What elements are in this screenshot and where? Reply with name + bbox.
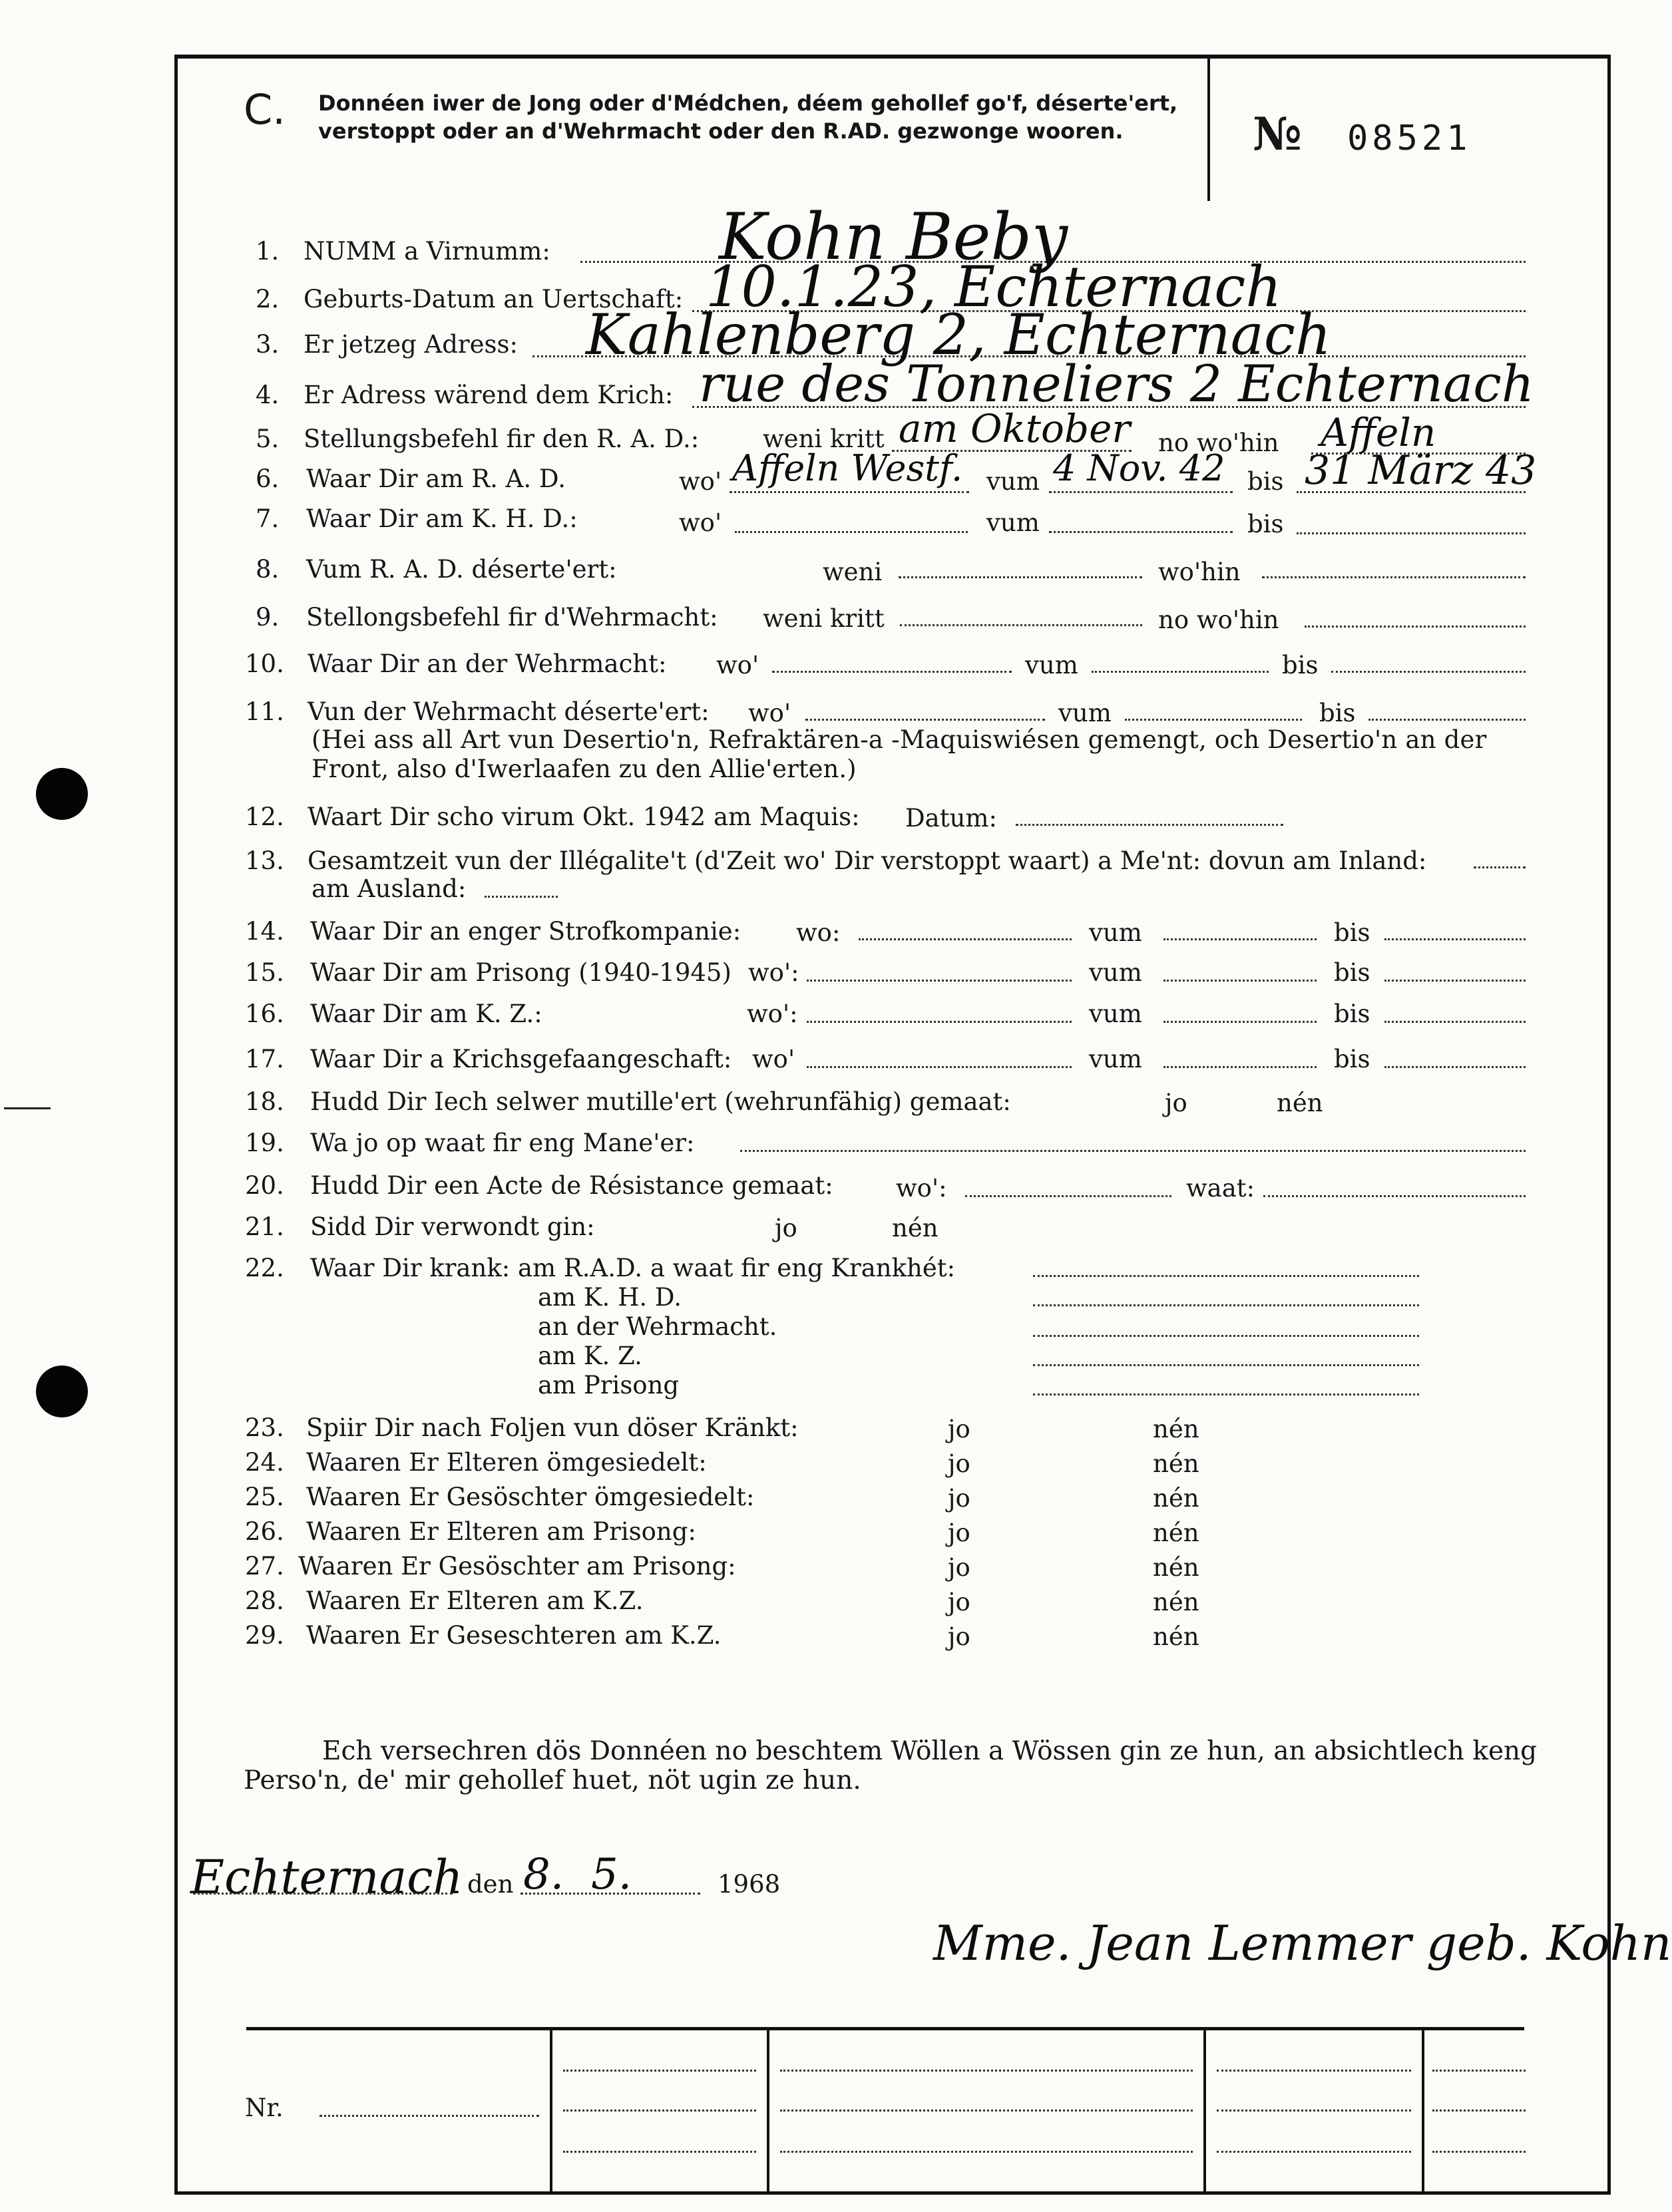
item-number: 9.: [256, 603, 280, 632]
fill-line: [1163, 980, 1317, 982]
field-label-wo: wo': [679, 508, 722, 537]
date-label-den: den: [467, 1870, 514, 1899]
field-label-bis: bis: [1247, 510, 1284, 538]
fill-line: [485, 896, 558, 898]
item-number: 7.: [256, 504, 280, 533]
fill-line: [1033, 1304, 1419, 1306]
field-label-rad-order: Stellungsbefehl fir den R. A. D.:: [304, 425, 700, 453]
fill-line: [807, 1021, 1072, 1023]
footer-column-divider: [767, 2030, 769, 2192]
item-number: 6.: [256, 464, 280, 493]
field-label-parents-prison: Waaren Er Elteren am Prisong:: [306, 1517, 696, 1546]
field-label-wo: wo':: [747, 1000, 798, 1028]
fill-line: [740, 1150, 1526, 1152]
fill-line: [1432, 2070, 1526, 2072]
fill-line: [1016, 824, 1283, 826]
field-label-bis: bis: [1334, 1045, 1370, 1073]
number-label: №: [1253, 108, 1302, 161]
item-number: 26.: [245, 1517, 284, 1546]
handwritten-name: Kohn Beby: [719, 200, 1068, 274]
item-number: 4.: [256, 381, 280, 409]
handwritten-rad-bis: 31 März 43: [1305, 447, 1537, 494]
field-label-kz: Waar Dir am K. Z.:: [310, 1000, 542, 1028]
field-label-bis: bis: [1247, 467, 1284, 496]
item-number: 19.: [245, 1129, 284, 1157]
fill-line: [193, 1893, 453, 1895]
field-label-wounded: Sidd Dir verwondt gin:: [310, 1212, 595, 1241]
field-label-after-effects: Spiir Dir nach Foljen vun döser Kränkt:: [306, 1413, 799, 1442]
handwritten-rad-wo: Affeln Westf.: [732, 447, 963, 489]
item-number: 23.: [245, 1413, 284, 1442]
fill-line: [563, 2151, 756, 2153]
field-label-wo: wo':: [896, 1174, 947, 1202]
field-label-vum: vum: [986, 467, 1040, 496]
section-letter: C.: [244, 85, 286, 134]
field-label-waat: waat:: [1186, 1174, 1255, 1202]
option-jo: jo: [948, 1484, 970, 1513]
field-label-illness-wehrmacht: an der Wehrmacht.: [538, 1312, 777, 1341]
item-number: 14.: [245, 917, 284, 946]
fill-line: [1163, 938, 1317, 940]
item-number: 12.: [245, 803, 284, 831]
field-label-deserted-wehrmacht: Vun der Wehrmacht déserte'ert:: [308, 697, 710, 726]
item-number: 11.: [245, 697, 284, 726]
option-jo: jo: [948, 1519, 970, 1547]
field-label-wehrmacht-order: Stellongsbefehl fir d'Wehrmacht:: [306, 603, 718, 632]
option-nen: nén: [1153, 1622, 1199, 1651]
footer-column-divider: [1203, 2030, 1206, 2192]
desertion-note-cont: Front, also d'Iwerlaafen zu den Allie'erten.): [312, 755, 857, 783]
item-number: 18.: [245, 1087, 284, 1116]
field-label-when: weni kritt: [763, 425, 885, 453]
option-jo: jo: [948, 1588, 970, 1616]
fill-line: [1474, 866, 1526, 868]
fill-line: [563, 2070, 756, 2072]
field-label-bis: bis: [1334, 1000, 1370, 1028]
field-label-address: Er jetzeg Adress:: [304, 330, 518, 359]
desertion-note: (Hei ass all Art vun Desertio'n, Refraktären-a -Maquiswiésen gemengt, och Desertio'n an der: [312, 725, 1487, 754]
option-nen: nén: [1153, 1553, 1199, 1582]
field-label-khd: Waar Dir am K. H. D.:: [306, 504, 578, 533]
field-label-wo: wo:: [796, 918, 841, 947]
fill-line: [1297, 532, 1526, 534]
item-number: 3.: [256, 330, 280, 359]
fill-line: [1432, 2110, 1526, 2112]
footer-nr-label: Nr.: [245, 2094, 284, 2122]
declaration-line-1: Ech versechren dös Donnéen no beschtem Wöllen a Wössen gin ze hun, an absichtlech keng: [322, 1736, 1538, 1766]
field-label-vum: vum: [1089, 1000, 1142, 1028]
field-label-illness-prison: am Prisong: [538, 1371, 680, 1399]
fill-line: [735, 531, 968, 533]
fill-line: [1033, 1393, 1419, 1395]
handwritten-month: 5.: [591, 1850, 632, 1899]
fill-line: [807, 980, 1072, 982]
fill-line: [1384, 1021, 1526, 1023]
option-nen: nén: [1153, 1484, 1199, 1513]
field-label-illness: Waar Dir krank: am R.A.D. a waat fir eng Krankhét:: [310, 1254, 956, 1282]
field-label-weni-kritt: weni kritt: [763, 604, 885, 633]
item-number: 17.: [245, 1045, 284, 1073]
item-number: 1.: [256, 237, 280, 266]
fill-line: [1262, 576, 1526, 578]
field-label-wo: wo': [748, 699, 791, 727]
option-jo: jo: [948, 1449, 970, 1478]
field-label-vum: vum: [1089, 918, 1142, 947]
field-label-illegality: Gesamtzeit vun der Illégalite't (d'Zeit wo' Dir verstoppt waart) a Me'nt: dovun am Inland:: [308, 846, 1427, 875]
header-divider: [1207, 59, 1210, 201]
fill-line: [1033, 1364, 1419, 1366]
field-label-wo: wo':: [748, 958, 799, 987]
field-label-wo: wo': [679, 467, 722, 496]
fill-line: [319, 2115, 539, 2117]
fill-line: [772, 671, 1012, 673]
field-label-siblings-resettled: Waaren Er Gesöschter ömgesiedelt:: [306, 1483, 755, 1511]
fill-line: [1033, 1335, 1419, 1337]
fill-line: [1305, 626, 1526, 628]
item-number: 8.: [256, 555, 280, 584]
field-label-bis: bis: [1282, 651, 1319, 679]
fill-line: [1217, 2070, 1411, 2072]
field-label-penal-company: Waar Dir an enger Strofkompanie:: [310, 917, 741, 946]
form-number: 08521: [1347, 118, 1472, 158]
handwritten-rad-vum: 4 Nov. 42: [1053, 447, 1225, 489]
fill-line: [965, 1195, 1171, 1197]
fill-line: [780, 2110, 1193, 2112]
item-number: 22.: [245, 1254, 284, 1282]
field-label-manner: Wa jo op waat fir eng Mane'er:: [310, 1129, 695, 1157]
field-label-wohin: wo'hin: [1158, 558, 1241, 586]
fill-line: [1384, 980, 1526, 982]
option-nen: nén: [892, 1214, 939, 1242]
field-label-where-to: no wo'hin: [1158, 429, 1279, 457]
field-label-wo: wo': [716, 651, 759, 679]
fill-line: [1432, 2151, 1526, 2153]
fill-line: [1331, 671, 1526, 673]
fill-line: [1217, 2110, 1411, 2112]
field-label-vum: vum: [1089, 958, 1142, 987]
punch-hole-mark: [36, 768, 88, 820]
option-jo: jo: [948, 1622, 970, 1651]
field-label-prison: Waar Dir am Prisong (1940-1945): [310, 958, 732, 987]
item-number: 2.: [256, 285, 280, 313]
fill-line: [1263, 1195, 1526, 1197]
item-number: 15.: [245, 958, 284, 987]
fill-line: [780, 2151, 1193, 2153]
footer-column-divider: [1422, 2030, 1424, 2192]
field-label-weni: weni: [823, 558, 883, 586]
field-label-pow: Waar Dir a Krichsgefaangeschaft:: [310, 1045, 732, 1073]
handwritten-rad-where: Affeln: [1321, 410, 1436, 455]
field-label-no-wohin: no wo'hin: [1158, 606, 1279, 634]
field-label-bis: bis: [1319, 699, 1356, 727]
field-label-bis: bis: [1334, 918, 1370, 947]
form-heading: Donnéen iwer de Jong oder d'Médchen, déem gehollef go'f, déserte'ert, verstoppt oder an d'Wehrmacht oder den R.AD. gezwonge wooren.: [318, 91, 1178, 144]
fold-tick: [4, 1107, 51, 1109]
fill-line: [1092, 671, 1269, 673]
handwritten-war-address: rue des Tonneliers 2 Echternach: [699, 354, 1534, 413]
field-label-vum: vum: [986, 508, 1040, 537]
item-number: 13.: [245, 846, 284, 875]
field-label-maquis: Waart Dir scho virum Okt. 1942 am Maquis:: [308, 803, 860, 831]
footer-column-divider: [550, 2030, 552, 2192]
option-nen: nén: [1153, 1415, 1199, 1443]
field-label-siblings-prison: Waaren Er Gesöschter am Prisong:: [298, 1552, 736, 1580]
field-label-abroad: am Ausland:: [312, 874, 467, 903]
date-year: 1968: [718, 1870, 781, 1899]
fill-line: [859, 938, 1072, 940]
item-number: 16.: [245, 1000, 284, 1028]
fill-line: [1217, 2151, 1411, 2153]
item-number: 29.: [245, 1621, 284, 1650]
field-label-bis: bis: [1334, 958, 1370, 987]
field-label-siblings-kz: Waaren Er Geseschteren am K.Z.: [306, 1621, 722, 1650]
fill-line: [1033, 1275, 1419, 1277]
item-number: 27.: [245, 1552, 284, 1580]
option-nen: nén: [1153, 1588, 1199, 1616]
field-label-wehrmacht: Waar Dir an der Wehrmacht:: [308, 649, 667, 678]
handwritten-day: 8.: [523, 1850, 564, 1899]
fill-line: [900, 624, 1142, 626]
item-number: 25.: [245, 1483, 284, 1511]
punch-hole-mark: [36, 1366, 88, 1417]
field-label-vum: vum: [1058, 699, 1112, 727]
fill-line: [805, 719, 1045, 721]
item-number: 10.: [245, 649, 284, 678]
field-label-resistance: Hudd Dir een Acte de Résistance gemaat:: [310, 1171, 833, 1200]
field-label-parents-resettled: Waaren Er Elteren ömgesiedelt:: [306, 1448, 707, 1477]
fill-line: [1384, 1066, 1526, 1068]
option-jo: jo: [1165, 1089, 1187, 1117]
item-number: 20.: [245, 1171, 284, 1200]
field-label-parents-kz: Waaren Er Elteren am K.Z.: [306, 1586, 644, 1615]
field-label-illness-kz: am K. Z.: [538, 1342, 642, 1370]
field-label-wo: wo': [752, 1045, 795, 1073]
field-label-self-mutilation: Hudd Dir Iech selwer mutille'ert (wehrunfähig) gemaat:: [310, 1087, 1011, 1116]
field-label-war-address: Er Adress wärend dem Krich:: [304, 381, 674, 409]
fill-line: [807, 1066, 1072, 1068]
fill-line: [1125, 719, 1302, 721]
option-jo: jo: [948, 1415, 970, 1443]
handwritten-address: Kahlenberg 2, Echternach: [586, 302, 1331, 367]
handwritten-birth: 10.1.23, Echternach: [706, 254, 1282, 319]
handwritten-rad-when: am Oktober: [899, 406, 1131, 451]
fill-line: [780, 2070, 1193, 2072]
option-nen: nén: [1277, 1089, 1323, 1117]
item-number: 28.: [245, 1586, 284, 1615]
fill-line: [563, 2110, 756, 2112]
field-label-vum: vum: [1089, 1045, 1142, 1073]
field-label-vum: vum: [1025, 651, 1078, 679]
field-label-rad: Waar Dir am R. A. D.: [306, 464, 566, 493]
item-number: 24.: [245, 1448, 284, 1477]
field-label-deserted-rad: Vum R. A. D. déserte'ert:: [306, 555, 617, 584]
fill-line: [1163, 1021, 1317, 1023]
fill-line: [1384, 938, 1526, 940]
option-nen: nén: [1153, 1449, 1199, 1478]
fill-line: [1049, 531, 1233, 533]
field-label-datum: Datum:: [905, 804, 997, 832]
option-jo: jo: [775, 1214, 797, 1242]
fill-line: [1368, 719, 1526, 721]
fill-line: [730, 491, 969, 493]
field-label-birth: Geburts-Datum an Uertschaft:: [304, 285, 684, 313]
fill-line: [899, 576, 1142, 578]
handwritten-place: Echternach: [190, 1850, 463, 1905]
item-number: 21.: [245, 1212, 284, 1241]
field-label-name: NUMM a Virnumm:: [304, 237, 550, 266]
item-number: 5.: [256, 425, 280, 453]
handwritten-signature: Mme. Jean Lemmer geb. Kohn: [933, 1915, 1672, 1971]
field-label-illness-khd: am K. H. D.: [538, 1283, 682, 1312]
fill-line: [1049, 491, 1233, 493]
declaration-line-2: Perso'n, de' mir gehollef huet, nöt ugin ze hun.: [244, 1765, 861, 1795]
option-jo: jo: [948, 1553, 970, 1582]
footer-rule: [246, 2027, 1524, 2030]
fill-line: [1163, 1066, 1317, 1068]
option-nen: nén: [1153, 1519, 1199, 1547]
